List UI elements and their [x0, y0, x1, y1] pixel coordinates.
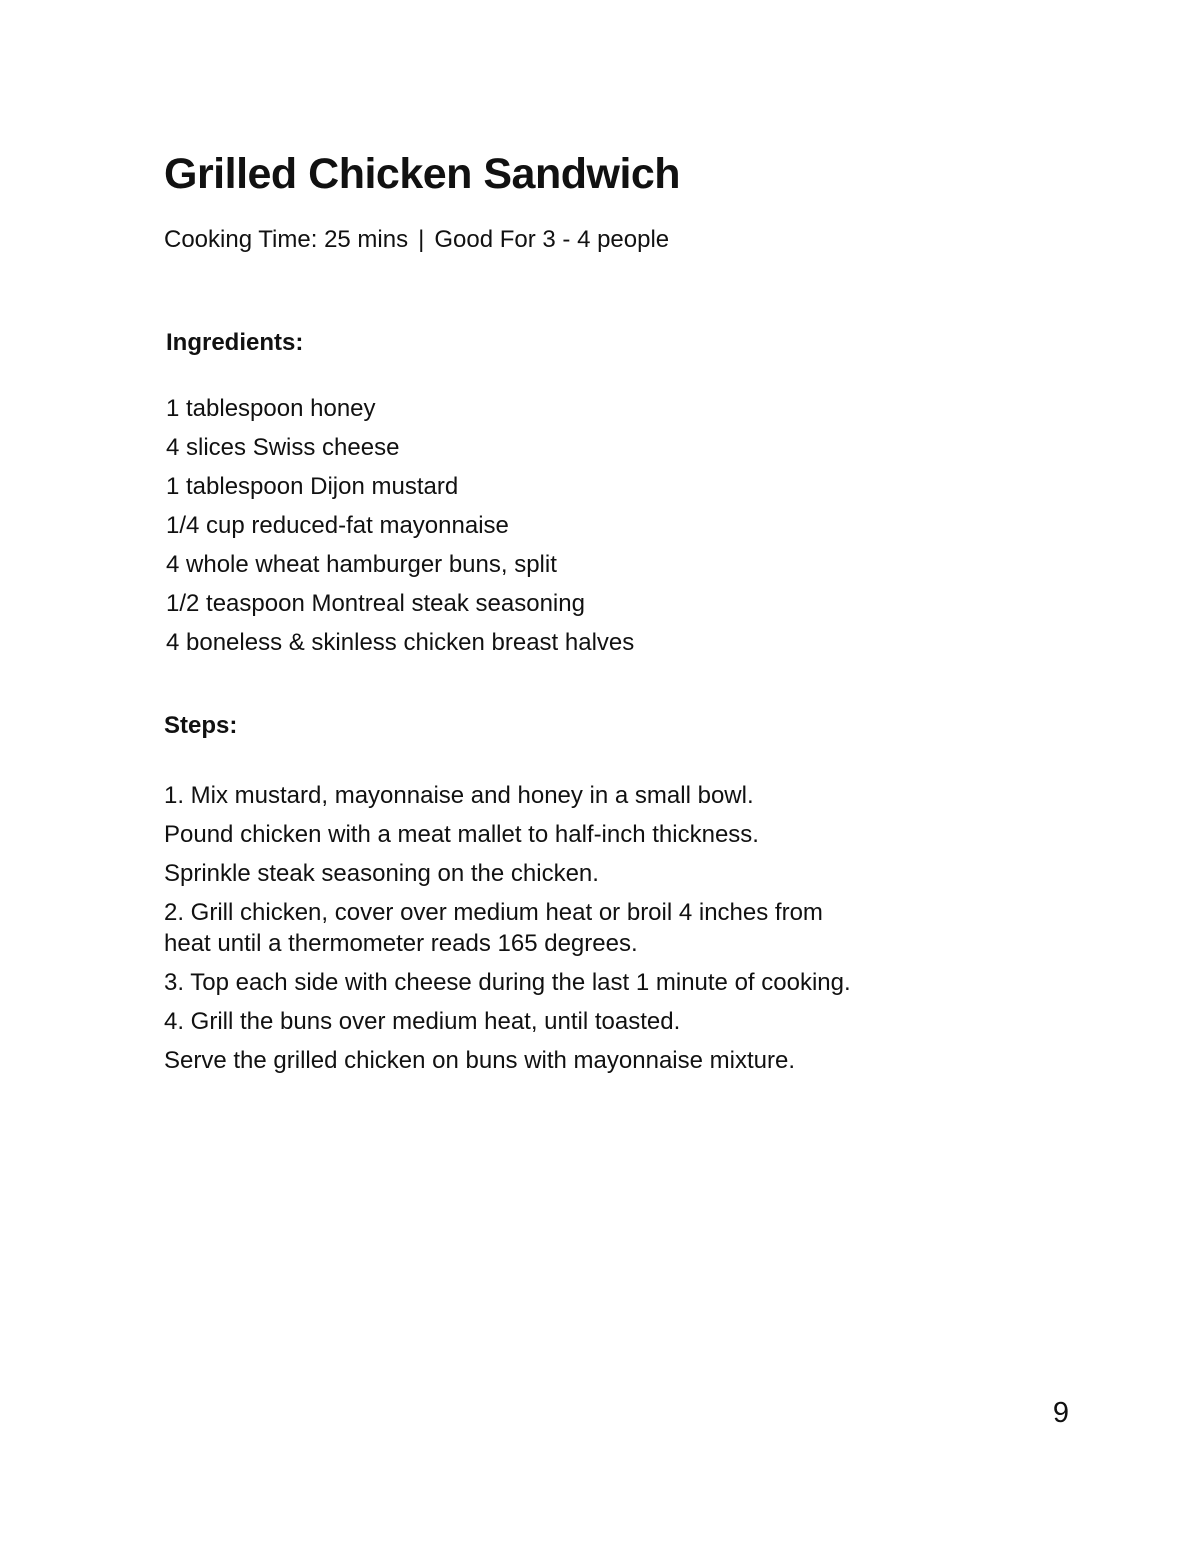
ingredient-item: 1 tablespoon honey: [166, 395, 376, 422]
ingredient-item: 4 boneless & skinless chicken breast halves: [166, 629, 635, 656]
meta-separator: |: [418, 226, 425, 253]
ingredients-heading: Ingredients:: [166, 329, 304, 356]
ingredient-item: 4 slices Swiss cheese: [166, 434, 400, 461]
step-item: Pound chicken with a meat mallet to half-inch thickness.: [164, 821, 759, 848]
ingredient-item: 1 tablespoon Dijon mustard: [166, 473, 459, 500]
cooking-time: Cooking Time: 25 mins: [164, 226, 409, 253]
ingredients-list: [166, 389, 634, 662]
step-item: Serve the grilled chicken on buns with mayonnaise mixture.: [164, 1047, 795, 1074]
recipe-title: Grilled Chicken Sandwich: [164, 150, 681, 198]
page-number: 9: [1052, 1397, 1069, 1429]
steps-list: [164, 780, 864, 1084]
ingredient-item: 1/2 teaspoon Montreal steak seasoning: [166, 590, 585, 617]
step-item: 2. Grill chicken, cover over medium heat or broil 4 inches from heat until a thermometer reads 165 degrees.: [164, 899, 823, 957]
steps-heading: Steps:: [164, 712, 238, 739]
step-item: 3. Top each side with cheese during the last 1 minute of cooking.: [164, 969, 851, 996]
recipe-meta: [164, 224, 669, 256]
serving-size: Good For 3 - 4 people: [434, 226, 670, 253]
step-item: 1. Mix mustard, mayonnaise and honey in a small bowl.: [164, 782, 754, 809]
step-item: Sprinkle steak seasoning on the chicken.: [164, 860, 599, 887]
ingredient-item: 1/4 cup reduced-fat mayonnaise: [166, 512, 509, 539]
ingredient-item: 4 whole wheat hamburger buns, split: [166, 551, 557, 578]
step-item: 4. Grill the buns over medium heat, until toasted.: [164, 1008, 681, 1035]
